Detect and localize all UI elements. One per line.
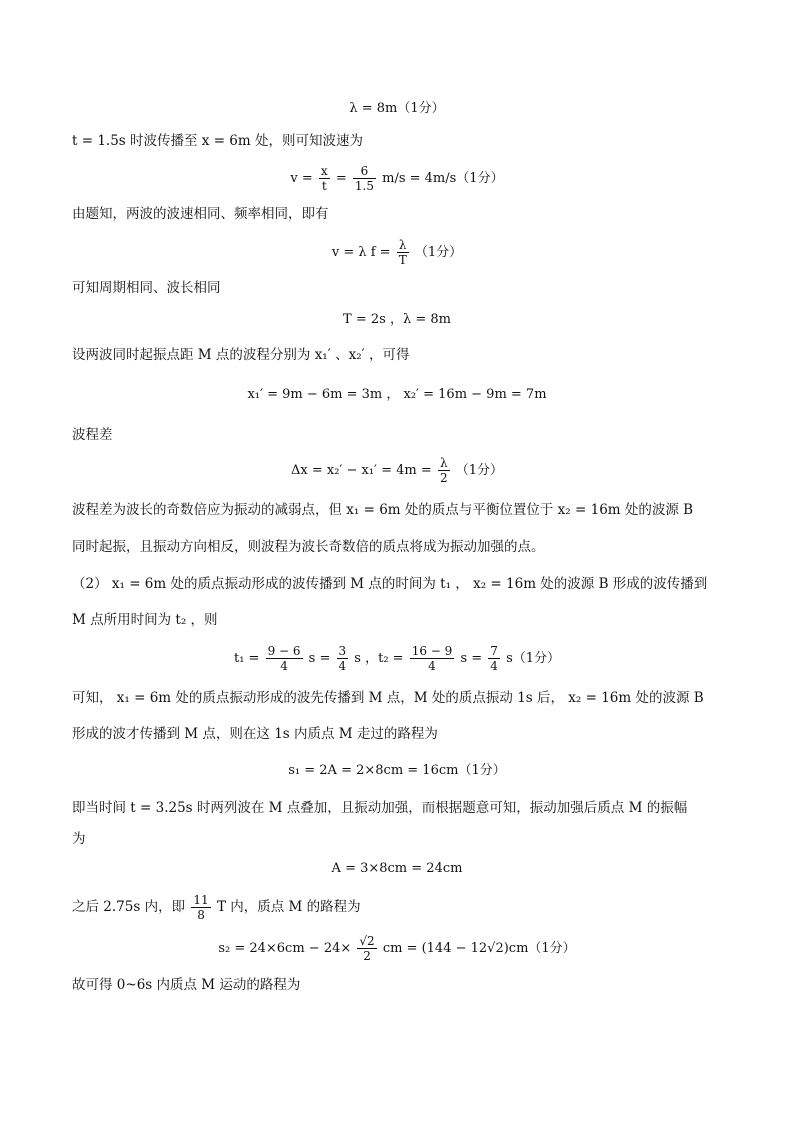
fraction xyxy=(438,456,450,485)
numerator: λ xyxy=(397,238,409,253)
numerator: 9 − 6 xyxy=(267,644,301,658)
fraction xyxy=(266,644,303,673)
text-content: 即当时间 t = 3.25s 时两列波在 M 点叠加，且振动加强，而根据题意可知，振动加强后质点 M 的振幅 xyxy=(72,800,688,816)
text-line xyxy=(72,203,722,225)
fraction xyxy=(191,893,210,922)
eq-part: Δx = x₂′ − x₁′ = 4m = xyxy=(290,463,432,478)
text-content: 波程差为波长的奇数倍应为振动的减弱点，但 x₁ = 6m 处的质点与平衡位置位于 x₂ = 16m 处的波源 B xyxy=(72,502,694,518)
text-line xyxy=(72,974,722,996)
fraction xyxy=(357,934,376,963)
text-content: 波程差 xyxy=(72,427,113,443)
fraction xyxy=(410,644,455,673)
text-line xyxy=(72,797,722,819)
equation-times xyxy=(0,644,794,673)
equation-text: x₁′ = 9m − 6m = 3m ， x₂′ = 16m − 9m = 7m xyxy=(247,387,547,402)
eq-part: v = λ f = xyxy=(331,245,391,260)
text-content: 设两波同时起振点距 M 点的波程分别为 x₁′ 、x₂′ ，可得 xyxy=(72,347,410,363)
eq-part: s = xyxy=(308,651,331,666)
numerator: λ xyxy=(438,456,450,471)
text-content: （2） x₁ = 6m 处的质点振动形成的波传播到 M 点的时间为 t₁ ， x₂ = 16m 处的波源 B 形成的波传播到 xyxy=(72,576,708,592)
text-line xyxy=(72,536,722,558)
text-content: 可知周期相同、波长相同 xyxy=(72,280,221,296)
equation-s1 xyxy=(0,760,794,782)
text-line xyxy=(72,424,722,446)
text-line xyxy=(72,499,722,521)
denominator: 4 xyxy=(428,659,436,673)
denominator: 8 xyxy=(197,908,205,922)
numerator: √2 xyxy=(359,934,375,948)
equation-wavelength xyxy=(0,98,794,120)
equation-amplitude xyxy=(0,858,794,880)
fraction xyxy=(319,164,330,193)
text-line-with-fraction xyxy=(72,893,722,922)
equation-text: s₁ = 2A = 2×8cm = 16cm（1分） xyxy=(288,763,506,778)
eq-part: v = xyxy=(290,171,313,186)
equation-path-diff xyxy=(0,456,794,485)
eq-part: （1分） xyxy=(455,463,503,478)
numerator: x xyxy=(320,164,328,178)
text-content: 故可得 0~6s 内质点 M 运动的路程为 xyxy=(72,977,301,993)
eq-part: （1分） xyxy=(414,245,463,260)
fraction xyxy=(337,644,349,673)
numerator: 6 xyxy=(353,164,376,179)
text-content: 可知， x₁ = 6m 处的质点振动形成的波先传播到 M 点，M 处的质点振动 1s 后， x₂ = 16m 处的波源 B xyxy=(72,690,704,706)
denominator: 4 xyxy=(490,659,498,673)
text-line xyxy=(72,687,722,709)
numerator: 11 xyxy=(193,893,209,907)
equation-text: λ = 8m（1分） xyxy=(349,101,445,116)
equation-velocity xyxy=(0,164,794,193)
text-content: 由题知，两波的波速相同、频率相同，即有 xyxy=(72,206,329,222)
text-line xyxy=(72,828,722,850)
text-content: 之后 2.75s 内，即 xyxy=(72,899,186,915)
text-line xyxy=(72,130,722,152)
text-line xyxy=(72,723,722,745)
denominator: t xyxy=(321,179,327,193)
denominator: 4 xyxy=(280,659,288,673)
denominator: 1.5 xyxy=(354,179,374,193)
eq-part: m/s = 4m/s（1分） xyxy=(382,171,504,186)
equation-lambda-f xyxy=(0,238,794,267)
eq-part: cm = (144 − 12√2)cm（1分） xyxy=(382,941,576,956)
eq-part: = xyxy=(335,171,347,186)
equation-text: T = 2s ，λ = 8m xyxy=(343,312,451,327)
equation-path xyxy=(0,384,794,406)
equation-text: A = 3×8cm = 24cm xyxy=(331,861,463,876)
text-content: 形成的波才传播到 M 点，则在这 1s 内质点 M 走过的路程为 xyxy=(72,726,438,742)
fraction xyxy=(353,164,376,193)
equation-period xyxy=(0,309,794,331)
text-line xyxy=(72,344,722,366)
numerator: 3 xyxy=(338,644,347,658)
numerator: 16 − 9 xyxy=(411,644,453,658)
text-content: t = 1.5s 时波传播至 x = 6m 处，则可知波速为 xyxy=(72,133,363,149)
text-line xyxy=(72,277,722,299)
text-content: 为 xyxy=(72,831,86,847)
equation-s2 xyxy=(0,934,794,963)
eq-part: s = xyxy=(460,651,483,666)
text-line xyxy=(72,573,722,595)
fraction xyxy=(397,238,409,267)
denominator: 4 xyxy=(338,659,347,673)
text-content: M 点所用时间为 t₂ ，则 xyxy=(72,612,218,628)
text-line xyxy=(72,609,722,631)
numerator: 7 xyxy=(490,644,498,658)
denominator: 2 xyxy=(363,949,371,963)
eq-part: s ，t₂ = xyxy=(354,651,404,666)
text-content: T 内，质点 M 的路程为 xyxy=(216,899,361,915)
eq-part: s₂ = 24×6cm − 24× xyxy=(218,941,352,956)
denominator: T xyxy=(398,253,407,267)
text-content: 同时起振，且振动方向相反，则波程为波长奇数倍的质点将成为振动加强的点。 xyxy=(72,539,545,555)
denominator: 2 xyxy=(439,471,448,485)
eq-part: t₁ = xyxy=(233,651,260,666)
eq-part: s（1分） xyxy=(506,651,561,666)
fraction xyxy=(488,644,500,673)
